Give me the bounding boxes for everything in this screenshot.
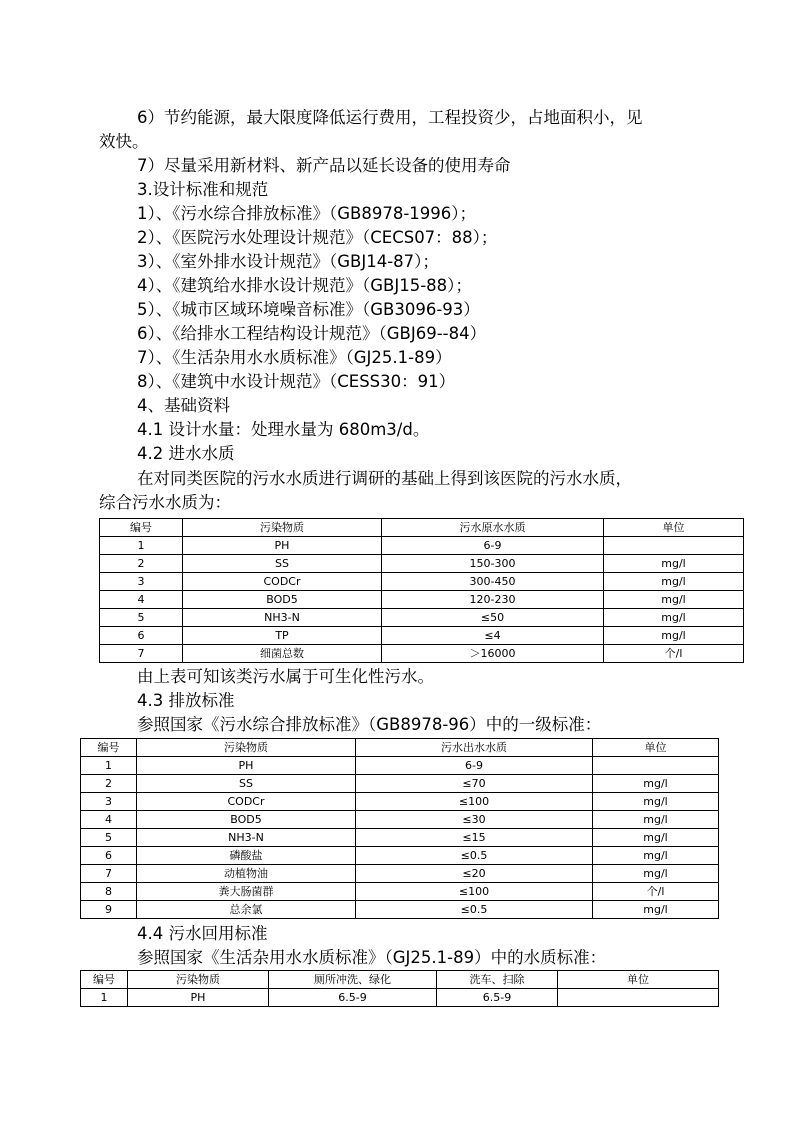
- table-row: [81, 883, 719, 901]
- table-row: [100, 573, 744, 591]
- section-heading: 4.3 排放标准: [137, 691, 235, 710]
- paragraph-line: 参照国家《生活杂用水水质标准》（GJ25.1-89）中的水质标准：: [137, 948, 607, 967]
- table-cell: 动植物油: [137, 865, 356, 883]
- table-row: [100, 645, 744, 663]
- table-cell: ≤20: [356, 865, 593, 883]
- table-cell: 5: [81, 829, 137, 847]
- table-row: [100, 609, 744, 627]
- table-cell: 1: [81, 989, 128, 1007]
- paragraph-line: 综合污水水质为：: [99, 493, 231, 512]
- table-row: [100, 537, 744, 555]
- table-cell: mg/l: [593, 793, 719, 811]
- table-row: [81, 901, 719, 919]
- table-row: [100, 627, 744, 645]
- table-cell: TP: [183, 627, 382, 645]
- table-cell: mg/l: [593, 775, 719, 793]
- table-header-cell: 污水出水水质: [356, 739, 593, 757]
- table-cell: 7: [100, 645, 183, 663]
- table-row: [81, 829, 719, 847]
- table-header-row: [81, 971, 719, 989]
- standard-item: 7）、《生活杂用水水质标准》（GJ25.1-89）: [137, 348, 452, 367]
- table-cell: ≤4: [382, 627, 604, 645]
- table-cell: NH3-N: [183, 609, 382, 627]
- table-header-cell: 污染物质: [137, 739, 356, 757]
- paragraph-line: 参照国家《污水综合排放标准》（GB8978-96）中的一级标准：: [137, 715, 602, 734]
- section-heading: 4.2 进水水质: [137, 444, 235, 463]
- table-cell: mg/l: [604, 627, 744, 645]
- paragraph-line: 效快。: [99, 132, 149, 151]
- table-cell: SS: [183, 555, 382, 573]
- paragraph-line: 由上表可知该类污水属于可生化性污水。: [137, 667, 434, 686]
- table-header-cell: 单位: [558, 971, 719, 989]
- table-cell: mg/l: [604, 591, 744, 609]
- table-cell: 4: [100, 591, 183, 609]
- table-cell: 8: [81, 883, 137, 901]
- table-row: [81, 865, 719, 883]
- table-header-cell: 污染物质: [183, 519, 382, 537]
- reuse-standard-table: [80, 970, 719, 1007]
- section-heading: 4、基础资料: [137, 396, 230, 415]
- table-cell: mg/l: [593, 829, 719, 847]
- table-cell: 6-9: [356, 757, 593, 775]
- table-row: [81, 757, 719, 775]
- table-cell: ≤15: [356, 829, 593, 847]
- table-row: [100, 591, 744, 609]
- table-cell: 6: [100, 627, 183, 645]
- table-cell: BOD5: [137, 811, 356, 829]
- paragraph-line: 4.1 设计水量：处理水量为 680m3/d。: [137, 420, 430, 439]
- standard-item: 2）、《医院污水处理设计规范》（CECS07：88）；: [137, 228, 498, 247]
- table-header-cell: 单位: [604, 519, 744, 537]
- paragraph-line: 6）节约能源，最大限度降低运行费用，工程投资少，占地面积小，见: [137, 108, 643, 127]
- table-cell: ≤100: [356, 793, 593, 811]
- table-cell: SS: [137, 775, 356, 793]
- table-cell: 1: [81, 757, 137, 775]
- table-row: [81, 847, 719, 865]
- table-cell: 3: [81, 793, 137, 811]
- table-cell: 粪大肠菌群: [137, 883, 356, 901]
- standard-item: 4）、《建筑给水排水设计规范》（GBJ15-88）；: [137, 276, 472, 295]
- table-header-cell: 厕所冲洗、绿化: [269, 971, 437, 989]
- standard-item: 5）、《城市区域环境噪音标准》（GB3096-93）: [137, 300, 480, 319]
- table-cell: 6-9: [382, 537, 604, 555]
- table-cell: PH: [128, 989, 269, 1007]
- table-cell: mg/l: [593, 865, 719, 883]
- table-cell: ≤0.5: [356, 901, 593, 919]
- table-cell: 300-450: [382, 573, 604, 591]
- table-cell: [604, 537, 744, 555]
- table-cell: 9: [81, 901, 137, 919]
- table-cell: 150-300: [382, 555, 604, 573]
- table-row: [100, 555, 744, 573]
- table-header-cell: 污染物质: [128, 971, 269, 989]
- table-cell: PH: [183, 537, 382, 555]
- table-cell: 120-230: [382, 591, 604, 609]
- table-cell: 总余氯: [137, 901, 356, 919]
- table-cell: ≤50: [382, 609, 604, 627]
- table-cell: ＞16000: [382, 645, 604, 663]
- standard-item: 8）、《建筑中水设计规范》（CESS30：91）: [137, 372, 456, 391]
- table-header-cell: 编号: [81, 971, 128, 989]
- table-cell: [558, 989, 719, 1007]
- table-cell: mg/l: [604, 609, 744, 627]
- table-header-row: [100, 519, 744, 537]
- table-header-row: [81, 739, 719, 757]
- section-heading: 4.4 污水回用标准: [137, 924, 268, 943]
- table-cell: BOD5: [183, 591, 382, 609]
- table-cell: NH3-N: [137, 829, 356, 847]
- table-cell: 6.5-9: [437, 989, 558, 1007]
- table-cell: 1: [100, 537, 183, 555]
- table-cell: mg/l: [604, 573, 744, 591]
- standard-item: 3）、《室外排水设计规范》（GBJ14-87）；: [137, 252, 439, 271]
- discharge-standard-table: [80, 738, 719, 919]
- table-cell: mg/l: [604, 555, 744, 573]
- table-cell: mg/l: [593, 847, 719, 865]
- paragraph-line: 7）尽量采用新材料、新产品以延长设备的使用寿命: [137, 156, 511, 175]
- table-cell: 5: [100, 609, 183, 627]
- table-header-cell: 洗车、扫除: [437, 971, 558, 989]
- table-cell: 个/l: [604, 645, 744, 663]
- table-cell: [593, 757, 719, 775]
- table-cell: 7: [81, 865, 137, 883]
- table-row: [81, 775, 719, 793]
- table-cell: 3: [100, 573, 183, 591]
- table-cell: 6.5-9: [269, 989, 437, 1007]
- inflow-quality-table: [99, 518, 744, 663]
- standard-item: 6）、《给排水工程结构设计规范》（GBJ69--84）: [137, 324, 487, 343]
- table-cell: 4: [81, 811, 137, 829]
- table-cell: 2: [81, 775, 137, 793]
- table-header-cell: 编号: [100, 519, 183, 537]
- table-cell: CODCr: [137, 793, 356, 811]
- table-header-cell: 编号: [81, 739, 137, 757]
- table-cell: ≤0.5: [356, 847, 593, 865]
- table-row: [81, 811, 719, 829]
- table-cell: PH: [137, 757, 356, 775]
- table-cell: 2: [100, 555, 183, 573]
- table-cell: mg/l: [593, 901, 719, 919]
- table-cell: 个/l: [593, 883, 719, 901]
- table-cell: 磷酸盐: [137, 847, 356, 865]
- section-heading: 3.设计标准和规范: [137, 180, 269, 199]
- table-cell: 细菌总数: [183, 645, 382, 663]
- table-row: [81, 793, 719, 811]
- standard-item: 1）、《污水综合排放标准》（GB8978-1996）；: [137, 204, 477, 223]
- table-row: [81, 989, 719, 1007]
- table-cell: mg/l: [593, 811, 719, 829]
- paragraph-line: 在对同类医院的污水水质进行调研的基础上得到该医院的污水水质，: [137, 469, 632, 488]
- table-cell: ≤100: [356, 883, 593, 901]
- table-cell: 6: [81, 847, 137, 865]
- table-cell: ≤70: [356, 775, 593, 793]
- table-cell: CODCr: [183, 573, 382, 591]
- table-header-cell: 单位: [593, 739, 719, 757]
- table-cell: ≤30: [356, 811, 593, 829]
- table-header-cell: 污水原水水质: [382, 519, 604, 537]
